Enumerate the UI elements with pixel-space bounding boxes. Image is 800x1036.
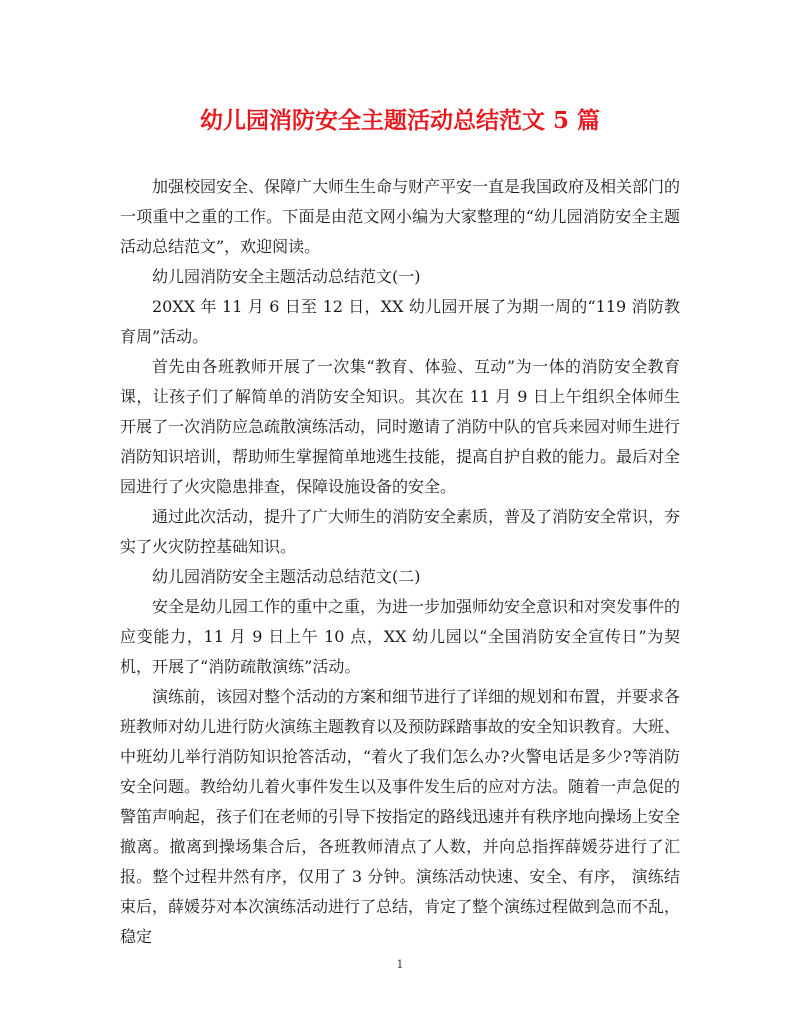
page-number: 1 [396,958,404,971]
body-paragraph: 演练前，该园对整个活动的方案和细节进行了详细的规划和布置，并要求各班教师对幼儿进行防火演练主题教育以及预防踩踏事故的安全知识教育。大班、中班幼儿举行消防知识抢答活动，“着火了我们怎么办?火警电话是多少?等消防安全问题。教给幼儿着火事件发生以及事件发生后的应对方法。随着一声急促的警笛声响起，孩子们在老师的引导下按指定的路线迅速并有秩序地向操场上安全撤离。撤离到操场集合后，各班教师清点了人数，并向总指挥薛媛芬进行了汇报。整个过程井然有序，仅用了 3 分钟。演练活动快速、安全、有序， 演练结束后，薛媛芬对本次演练活动进行了总结，肯定了整个演练过程做到急而不乱，稳定 [120,687,681,946]
body-paragraph: 20XX 年 11 月 6 日至 12 日，XX 幼儿园开展了为期一周的“119 消防教育周”活动。 [120,297,680,346]
section-heading-1: 幼儿园消防安全主题活动总结范文(一) [152,267,421,286]
body-paragraph: 首先由各班教师开展了一次集“教育、体验、互动”为一体的消防安全教育课，让孩子们了解简单的消防安全知识。其次在 11 月 9 日上午组织全体师生开展了一次消防应急疏散演练活动，同时邀请了消防中队的官兵来园对师生进行消防知识培训，帮助师生掌握简单地逃生技能，提高自护自救的能力。最后对全园进行了火灾隐患排查，保障设施设备的安全。 [120,357,681,496]
body-paragraph: 通过此次活动，提升了广大师生的消防安全素质，普及了消防安全常识，夯实了火灾防控基础知识。 [120,507,681,556]
body-paragraph: 安全是幼儿园工作的重中之重，为进一步加强师幼安全意识和对突发事件的应变能力，11 月 9 日上午 10 点，XX 幼儿园以“全国消防安全宣传日”为契机，开展了“消防疏散演练”活动。 [120,597,681,676]
intro-paragraph: 加强校园安全、保障广大师生生命与财产平安一直是我国政府及相关部门的一项重中之重的工作。下面是由范文网小编为大家整理的“幼儿园消防安全主题活动总结范文”，欢迎阅读。 [120,177,681,256]
section-heading-2: 幼儿园消防安全主题活动总结范文(二) [152,567,421,586]
document-body [120,172,680,952]
document-title: 幼儿园消防安全主题活动总结范文 5 篇 [199,107,601,134]
